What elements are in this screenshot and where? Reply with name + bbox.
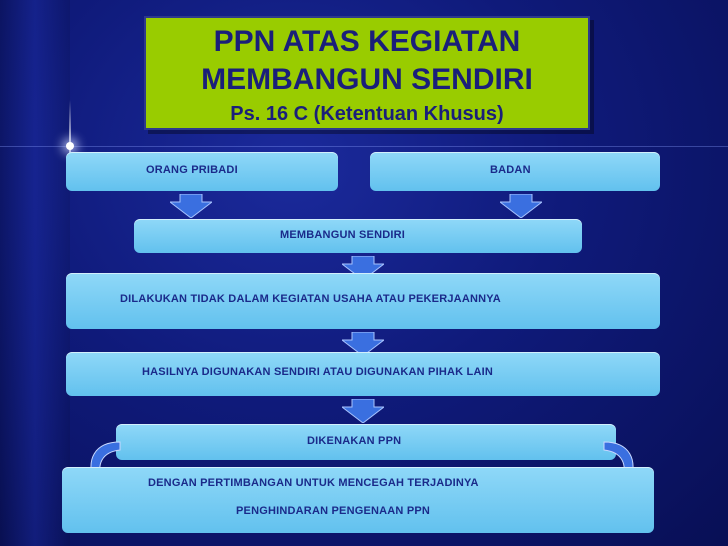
box-orang-pribadi [66,152,338,191]
box-hasilnya-label: HASILNYA DIGUNAKAN SENDIRI ATAU DIGUNAKAN PIHAK LAIN [142,366,493,378]
box-dikenakan-ppn-label: DIKENAKAN PPN [307,435,402,447]
box-dilakukan-label: DILAKUKAN TIDAK DALAM KEGIATAN USAHA ATAU PEKERJAANNYA [120,293,501,305]
down-arrow-icon [500,194,542,218]
box-pertimbangan-line-2: PENGHINDARAN PENGENAAN PPN [236,505,431,517]
box-badan-label: BADAN [490,164,531,176]
background-stripe [0,0,70,546]
title-line-2: MEMBANGUN SENDIRI [201,63,533,96]
box-hasilnya [66,352,660,396]
box-badan [370,152,660,191]
down-arrow-icon [170,194,212,218]
box-pertimbangan-line-1: DENGAN PERTIMBANGAN UNTUK MENCEGAH TERJADINYA [148,477,479,489]
box-membangun-sendiri-label: MEMBANGUN SENDIRI [280,229,406,241]
title-box [144,16,590,130]
background-line [0,146,728,147]
title-subtitle: Ps. 16 C (Ketentuan Khusus) [230,103,504,125]
box-orang-pribadi-label: ORANG PRIBADI [146,164,238,176]
box-dikenakan-ppn [116,424,616,460]
down-arrow-icon [342,399,384,423]
box-pertimbangan [62,467,654,533]
light-flare [66,142,74,150]
box-membangun-sendiri [134,219,582,253]
box-dilakukan [66,273,660,329]
title-line-1: PPN ATAS KEGIATAN [213,25,521,58]
